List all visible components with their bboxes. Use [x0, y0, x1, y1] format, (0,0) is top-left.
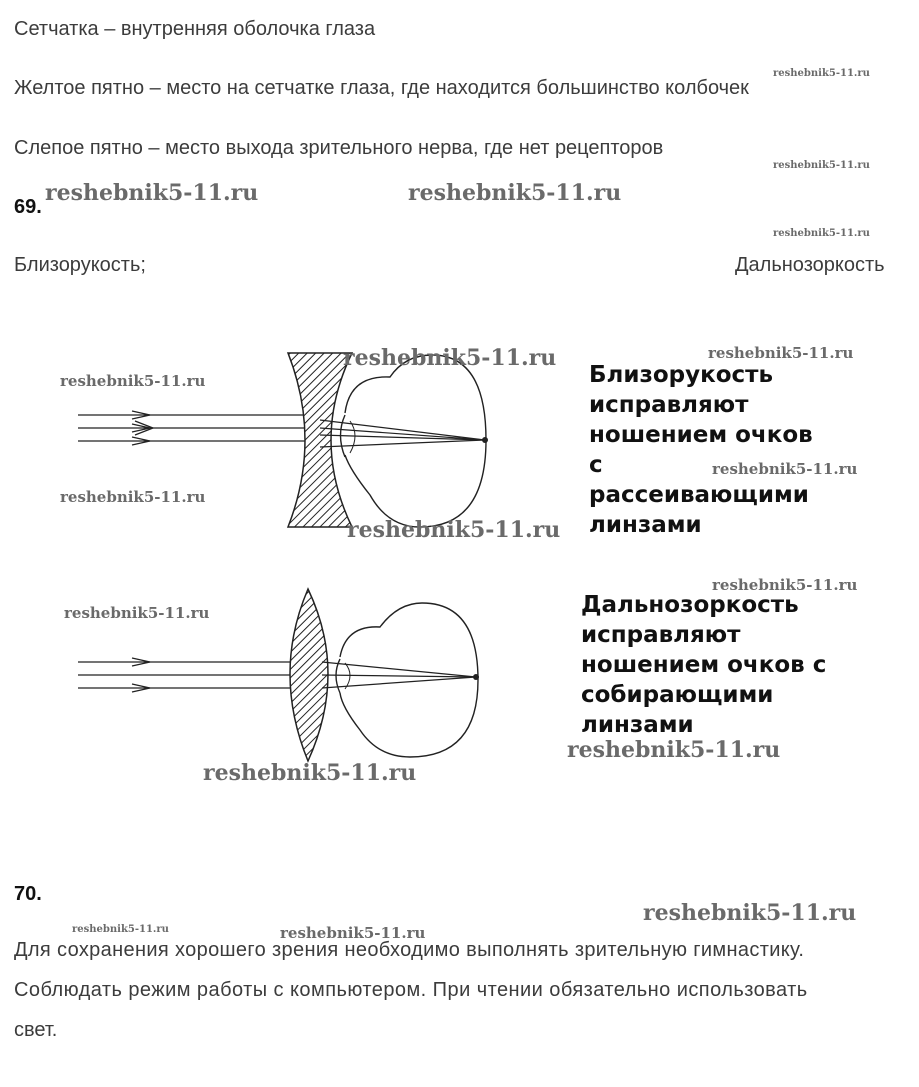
concave-lens [288, 353, 352, 527]
definition-yellow-spot: Желтое пятно – место на сетчатке глаза, где находится большинство колбочек [14, 77, 749, 99]
watermark: reshebnik5-11.ru [203, 760, 417, 786]
watermark: reshebnik5-11.ru [708, 344, 854, 362]
hyperopia-label: Дальнозоркость [735, 254, 885, 276]
eyeball [340, 603, 478, 757]
incoming-rays [78, 415, 305, 461]
watermark: reshebnik5-11.ru [773, 68, 870, 79]
watermark: reshebnik5-11.ru [408, 180, 622, 206]
watermark: reshebnik5-11.ru [712, 460, 858, 478]
watermark: reshebnik5-11.ru [567, 737, 781, 763]
watermark: reshebnik5-11.ru [773, 228, 870, 239]
watermark: reshebnik5-11.ru [64, 604, 210, 622]
myopia-caption: Близорукость исправляют ношением очков с рассеивающими линзами [589, 362, 813, 538]
watermark: reshebnik5-11.ru [712, 576, 858, 594]
question-70-answer: Для сохранения хорошего зрения необходимо выполнять зрительную гимнастику. Соблюдать режим работы с компьютером. При чтении обязательно использовать свет. [14, 939, 808, 1041]
question-70-number: 70. [14, 883, 42, 905]
watermark: reshebnik5-11.ru [280, 924, 426, 942]
question-69-number: 69. [14, 196, 42, 218]
watermark: reshebnik5-11.ru [60, 372, 206, 390]
watermark: reshebnik5-11.ru [60, 488, 206, 506]
watermark: reshebnik5-11.ru [72, 924, 169, 935]
watermark: reshebnik5-11.ru [343, 345, 557, 371]
myopia-label: Близорукость; [14, 254, 146, 276]
definition-retina: Сетчатка – внутренняя оболочка глаза [14, 18, 376, 40]
watermark: reshebnik5-11.ru [347, 517, 561, 543]
hyperopia-caption: Дальнозоркость исправляют ношением очков с собирающими линзами [581, 592, 827, 738]
watermark: reshebnik5-11.ru [643, 900, 857, 926]
definition-blind-spot: Слепое пятно – место выхода зрительного нерва, где нет рецепторов [14, 137, 664, 159]
watermark: reshebnik5-11.ru [45, 180, 259, 206]
watermark: reshebnik5-11.ru [773, 160, 870, 171]
